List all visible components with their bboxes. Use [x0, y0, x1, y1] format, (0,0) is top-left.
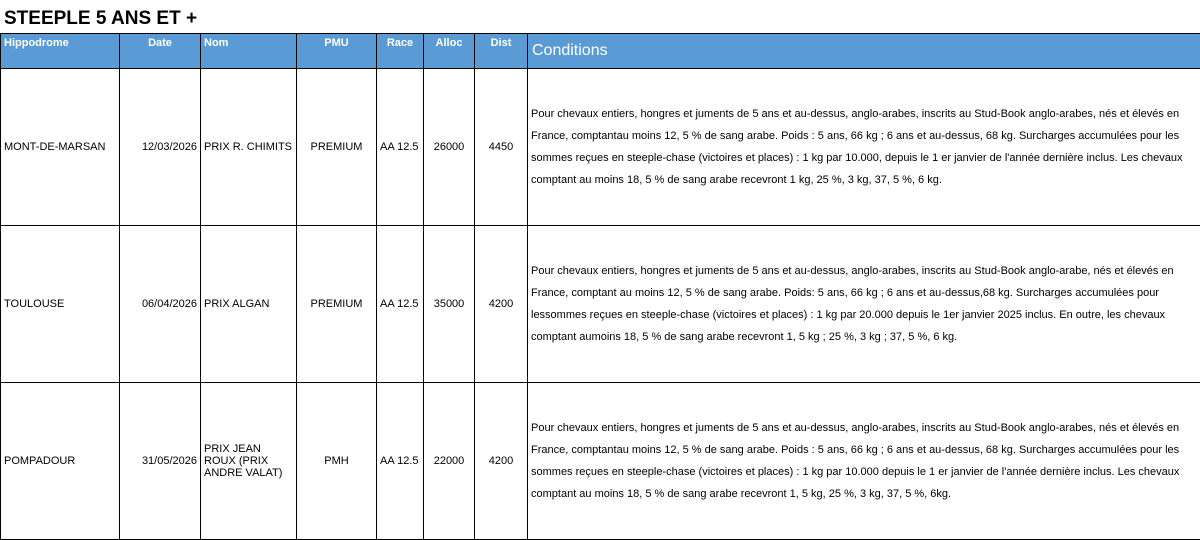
table-row: [1, 69, 1200, 226]
cell-pmu: PREMIUM: [297, 69, 377, 226]
cell-dist: 4450: [475, 69, 528, 226]
cell-race: AA 12.5: [377, 69, 424, 226]
col-header-dist: Dist: [475, 34, 528, 69]
cell-race: AA 12.5: [377, 226, 424, 383]
col-header-date: Date: [120, 34, 201, 69]
cell-conditions: Pour chevaux entiers, hongres et juments de 5 ans et au-dessus, anglo-arabes, inscrits au Stud-Book anglo-arabes, nés et élevés en France, comptantau moins 12, 5 % de sang arabe. Poids : 5 ans, 66 kg ; 6 ans et au-dessus, 68 kg. Surcharges accumulées pour les sommes reçues en steeple-chase (victoires et places) : 1 kg par 10.000 depuis le 1 er janvier de l'année dernière inclus. Les chevaux comptant au moins 18, 5 % de sang arabe recevront 1, 5 kg, 25 %, 3 kg, 37, 5 %, 6kg.: [528, 383, 1200, 540]
cell-conditions: Pour chevaux entiers, hongres et juments de 5 ans et au-dessus, anglo-arabes, inscrits au Stud-Book anglo-arabe, nés et élevés en France, comptant au moins 12, 5 % de sang arabe. Poids: 5 ans, 66 kg ; 6 ans et au-dessus,68 kg. Surcharges accumulées pour lessommes reçues en steeple-chase (victoires et places) : 1 kg par 20.000 depuis le 1er janvier 2025 inclus. En outre, les chevaux comptant aumoins 18, 5 % de sang arabe recevront 1, 5 kg ; 25 %, 3 kg ; 37, 5 %, 6 kg.: [528, 226, 1200, 383]
cell-conditions: Pour chevaux entiers, hongres et juments de 5 ans et au-dessus, anglo-arabes, inscrits au Stud-Book anglo-arabes, nés et élevés en France, comptantau moins 12, 5 % de sang arabe. Poids : 5 ans, 66 kg ; 6 ans et au-dessus, 68 kg. Surcharges accumulées pour les sommes reçues en steeple-chase (victoires et places) : 1 kg par 10.000, depuis le 1 er janvier de l'année dernière inclus. Les chevaux comptant au moins 18, 5 % de sang arabe recevront 1 kg, 25 %, 3 kg, 37, 5 %, 6 kg.: [528, 69, 1200, 226]
cell-hippodrome: TOULOUSE: [1, 226, 120, 383]
cell-hippodrome: POMPADOUR: [1, 383, 120, 540]
cell-nom: PRIX R. CHIMITS: [201, 69, 297, 226]
cell-dist: 4200: [475, 226, 528, 383]
table-header-row: [1, 34, 1200, 69]
col-header-conditions: Conditions: [528, 34, 1200, 69]
cell-date: 12/03/2026: [120, 69, 201, 226]
cell-race: AA 12.5: [377, 383, 424, 540]
cell-pmu: PREMIUM: [297, 226, 377, 383]
col-header-nom: Nom: [201, 34, 297, 69]
table-row: [1, 383, 1200, 540]
cell-dist: 4200: [475, 383, 528, 540]
table-row: [1, 226, 1200, 383]
col-header-pmu: PMU: [297, 34, 377, 69]
cell-nom: PRIX ALGAN: [201, 226, 297, 383]
cell-alloc: 26000: [424, 69, 475, 226]
cell-nom: PRIX JEAN ROUX (PRIX ANDRE VALAT): [201, 383, 297, 540]
cell-hippodrome: MONT-DE-MARSAN: [1, 69, 120, 226]
cell-alloc: 35000: [424, 226, 475, 383]
cell-pmu: PMH: [297, 383, 377, 540]
col-header-hippodrome: Hippodrome: [1, 34, 120, 69]
page-title: STEEPLE 5 ANS ET +: [4, 6, 197, 32]
cell-alloc: 22000: [424, 383, 475, 540]
col-header-race: Race: [377, 34, 424, 69]
cell-date: 06/04/2026: [120, 226, 201, 383]
cell-date: 31/05/2026: [120, 383, 201, 540]
races-table: [0, 33, 1200, 540]
col-header-alloc: Alloc: [424, 34, 475, 69]
